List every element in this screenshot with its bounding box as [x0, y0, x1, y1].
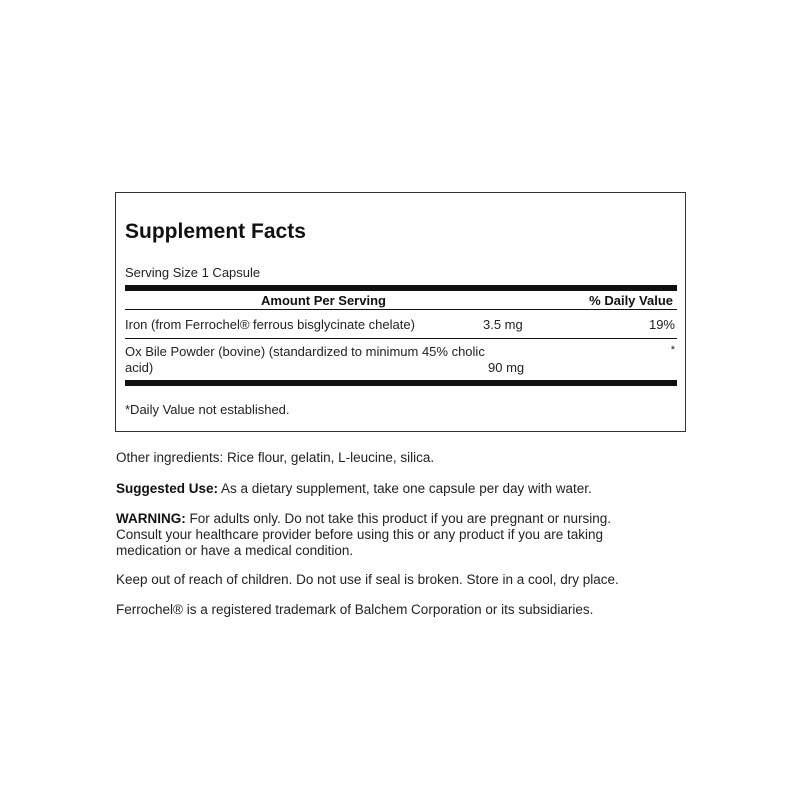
warning-text: For adults only. Do not take this product if you are pregnant or nursing. Consult your healthcare provider before using this or any product if you are taking medication or have a medical condition.	[116, 511, 611, 558]
ox-bile-amount: 90 mg	[488, 360, 525, 375]
header-amount-per-serving: Amount Per Serving	[261, 293, 386, 308]
daily-value-footnote: *Daily Value not established.	[125, 402, 290, 417]
suggested-use-label: Suggested Use:	[116, 481, 219, 496]
warning-label: WARNING:	[116, 511, 186, 526]
iron-amount: 3.5 mg	[483, 317, 523, 332]
warning	[116, 511, 656, 559]
header-daily-value: % Daily Value	[589, 293, 673, 308]
suggested-use-text: As a dietary supplement, take one capsule per day with water.	[218, 481, 592, 496]
trademark-notice: Ferrochel® is a registered trademark of Balchem Corporation or its subsidiaries.	[116, 602, 594, 617]
facts-bottom-rule	[125, 380, 677, 386]
iron-daily-value: 19%	[648, 317, 675, 332]
supplement-facts-panel	[115, 192, 686, 432]
iron-name: Iron (from Ferrochel® ferrous bisglycinate chelate)	[125, 317, 415, 332]
facts-title: Supplement Facts	[125, 220, 306, 243]
ox-bile-daily-value: *	[670, 344, 675, 356]
header-bottom-rule	[125, 309, 677, 310]
other-ingredients: Other ingredients: Rice flour, gelatin, L-leucine, silica.	[116, 450, 435, 465]
ox-bile-name-line1: Ox Bile Powder (bovine) (standardized to minimum 45% cholic	[125, 344, 485, 359]
suggested-use	[116, 481, 676, 497]
storage-instructions: Keep out of reach of children. Do not use if seal is broken. Store in a cool, dry place.	[116, 572, 619, 587]
ox-bile-name-line2: acid)	[125, 360, 154, 375]
header-top-rule	[125, 285, 677, 291]
serving-size: Serving Size 1 Capsule	[125, 265, 261, 280]
row-divider	[125, 338, 677, 339]
